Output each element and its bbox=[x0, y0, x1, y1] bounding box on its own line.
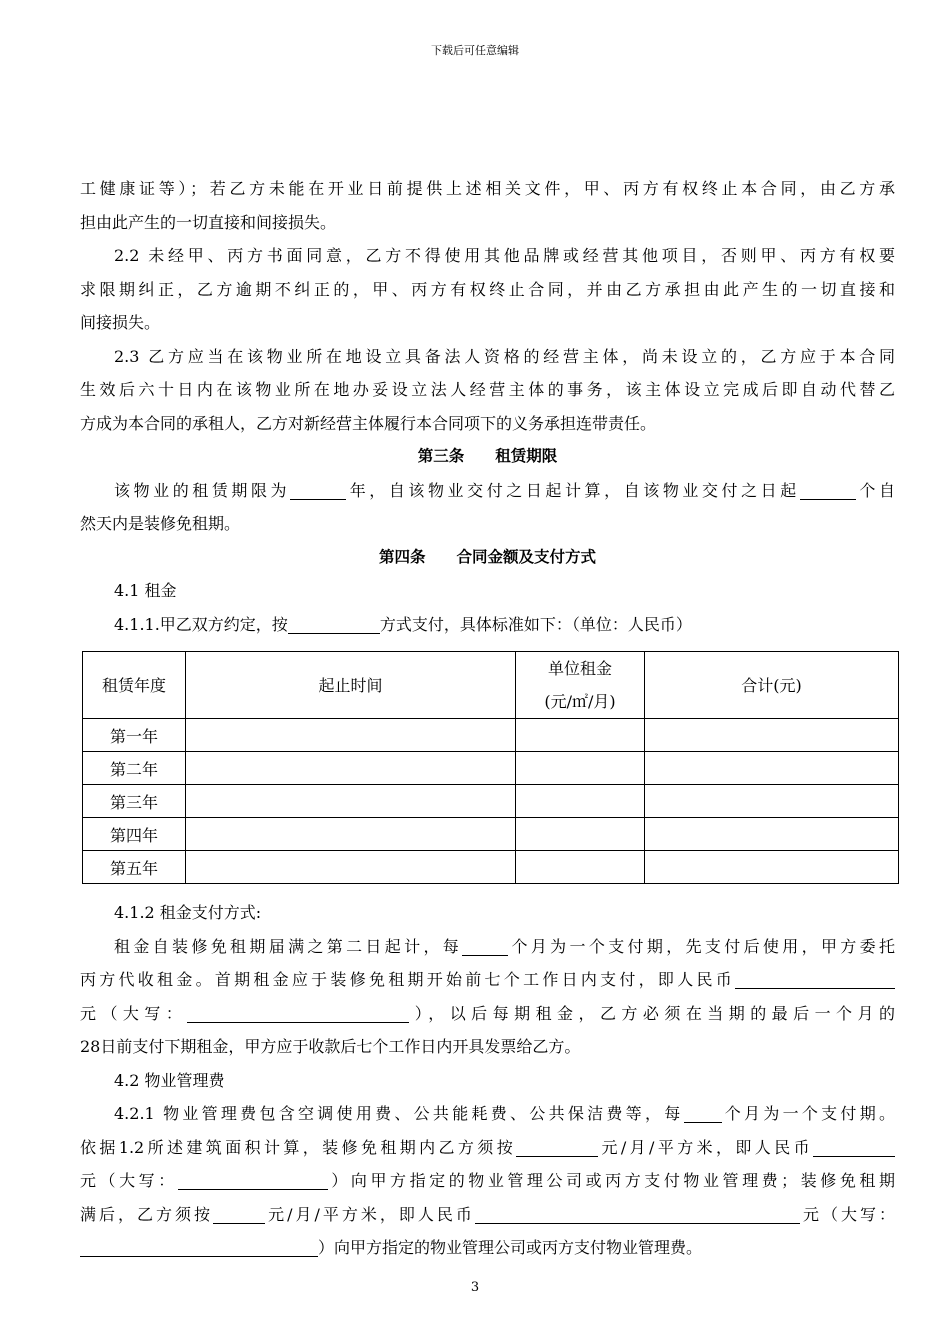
page-number: 3 bbox=[470, 1280, 480, 1295]
blank-fee-months bbox=[684, 1104, 722, 1123]
row-label: 第四年 bbox=[83, 818, 186, 851]
section-4-1-2-line: 丙方代收租金。首期租金应于装修免租期开始前七个工作日内支付，即人民币 bbox=[80, 963, 895, 997]
cell-unit-rent bbox=[516, 719, 645, 752]
cell-total bbox=[645, 719, 899, 752]
cell-unit-rent bbox=[516, 851, 645, 884]
header-unit-rent: 单位租金 (元/㎡/月) bbox=[516, 652, 645, 719]
page-header: 下载后可任意编辑 bbox=[431, 44, 519, 57]
blank-rent-free-days bbox=[800, 481, 856, 500]
section-4-1-title: 4.1 租金 bbox=[114, 581, 177, 600]
cell-period bbox=[186, 851, 516, 884]
document-body bbox=[80, 172, 895, 1265]
clause-2-3-line: 方成为本合同的承租人，乙方对新经营主体履行本合同项下的义务承担连带责任。 bbox=[80, 413, 657, 433]
cell-unit-rent bbox=[516, 752, 645, 785]
table-row bbox=[83, 818, 899, 851]
blank-lease-years bbox=[290, 481, 346, 500]
clause-2-2-line: 求限期纠正，乙方逾期不纠正的，甲、丙方有权终止合同，并由乙方承担由此产生的一切直接和 bbox=[80, 279, 895, 299]
cell-total bbox=[645, 851, 899, 884]
blank-payment-method bbox=[288, 615, 380, 634]
section-4-2-1-line: 依据1.2所述建筑面积计算，装修免租期内乙方须按 元/月/平方米，即人民币 bbox=[80, 1131, 895, 1165]
table-row bbox=[83, 851, 899, 884]
section-4-1-2-line: 元（大写： ），以后每期租金，乙方必须在当期的最后一个月的 bbox=[80, 1003, 895, 1023]
section-4-2-1-line: 满后，乙方须按 元/月/平方米，即人民币 元（大写： bbox=[80, 1204, 895, 1224]
section-4-2-1-line: ）向甲方指定的物业管理公司或丙方支付物业管理费。 bbox=[80, 1231, 895, 1265]
clause-2-2-line: 间接损失。 bbox=[80, 313, 161, 332]
header-lease-year: 租赁年度 bbox=[83, 652, 186, 719]
row-label: 第三年 bbox=[83, 785, 186, 818]
blank-fee-words-free-period bbox=[178, 1171, 328, 1190]
table-row bbox=[83, 719, 899, 752]
row-label: 第五年 bbox=[83, 851, 186, 884]
row-label: 第二年 bbox=[83, 752, 186, 785]
blank-payment-months bbox=[462, 937, 508, 956]
header-period: 起止时间 bbox=[186, 652, 516, 719]
cell-total bbox=[645, 785, 899, 818]
table-row bbox=[83, 785, 899, 818]
table-row bbox=[83, 752, 899, 785]
blank-fee-rate bbox=[213, 1205, 265, 1224]
clause-2-2-line: 2.2 未经甲、丙方书面同意，乙方不得使用其他品牌或经营其他项目，否则甲、丙方有权要 bbox=[114, 246, 895, 265]
row-label: 第一年 bbox=[83, 719, 186, 752]
section-4-1-2-title: 4.1.2 租金支付方式: bbox=[114, 903, 262, 922]
blank-fee-words bbox=[80, 1238, 318, 1257]
section-4-2-1-line: 元（大写： ）向甲方指定的物业管理公司或丙方支付物业管理费；装修免租期 bbox=[80, 1171, 895, 1190]
cell-total bbox=[645, 752, 899, 785]
section-4-1-2-line: 28日前支付下期租金，甲方应于收款后七个工作日内开具发票给乙方。 bbox=[80, 1037, 581, 1056]
section-4-2-title: 4.2 物业管理费 bbox=[114, 1070, 225, 1090]
clause-2-3-line: 生效后六十日内在该物业所在地办妥设立法人经营主体的事务，该主体设立完成后即自动代替乙 bbox=[80, 380, 895, 399]
header-total: 合计(元) bbox=[645, 652, 899, 719]
cell-total bbox=[645, 818, 899, 851]
article-4-title: 第四条 合同金额及支付方式 bbox=[378, 547, 596, 566]
paragraph-line: 担由此产生的一切直接和间接损失。 bbox=[80, 212, 337, 232]
table-header-row bbox=[83, 652, 899, 719]
article-3-line: 然天内是装修免租期。 bbox=[80, 514, 241, 533]
section-4-1-2-line: 租金自装修免租期届满之第二日起计，每 个月为一个支付期，先支付后使用，甲方委托 bbox=[114, 936, 895, 956]
blank-fee-rate-free-period bbox=[516, 1138, 598, 1157]
article-3-line: 该物业的租赁期限为 年，自该物业交付之日起计算，自该物业交付之日起 个自 bbox=[114, 480, 895, 500]
cell-period bbox=[186, 785, 516, 818]
section-4-2-1-line: 4.2.1 物业管理费包含空调使用费、公共能耗费、公共保洁费等，每 个月为一个支付期。 bbox=[114, 1104, 895, 1123]
cell-unit-rent bbox=[516, 818, 645, 851]
cell-unit-rent bbox=[516, 785, 645, 818]
clause-2-3-line: 2.3 乙方应当在该物业所在地设立具备法人资格的经营主体，尚未设立的，乙方应于本合同 bbox=[114, 346, 895, 366]
cell-period bbox=[186, 752, 516, 785]
blank-first-rent-amount bbox=[735, 970, 895, 989]
paragraph-line: 工健康证等）；若乙方未能在开业日前提供上述相关文件，甲、丙方有权终止本合同，由乙方承 bbox=[80, 179, 895, 198]
cell-period bbox=[186, 719, 516, 752]
cell-period bbox=[186, 818, 516, 851]
blank-first-rent-words bbox=[187, 1004, 409, 1023]
section-4-1-1-line: 4.1.1.甲乙双方约定，按 方式支付，具体标准如下：（单位：人民币） bbox=[114, 614, 692, 634]
blank-fee-amount bbox=[475, 1205, 800, 1224]
blank-fee-amount-free-period bbox=[813, 1138, 895, 1157]
article-3-title: 第三条 租赁期限 bbox=[417, 447, 558, 465]
rent-table bbox=[82, 651, 899, 884]
